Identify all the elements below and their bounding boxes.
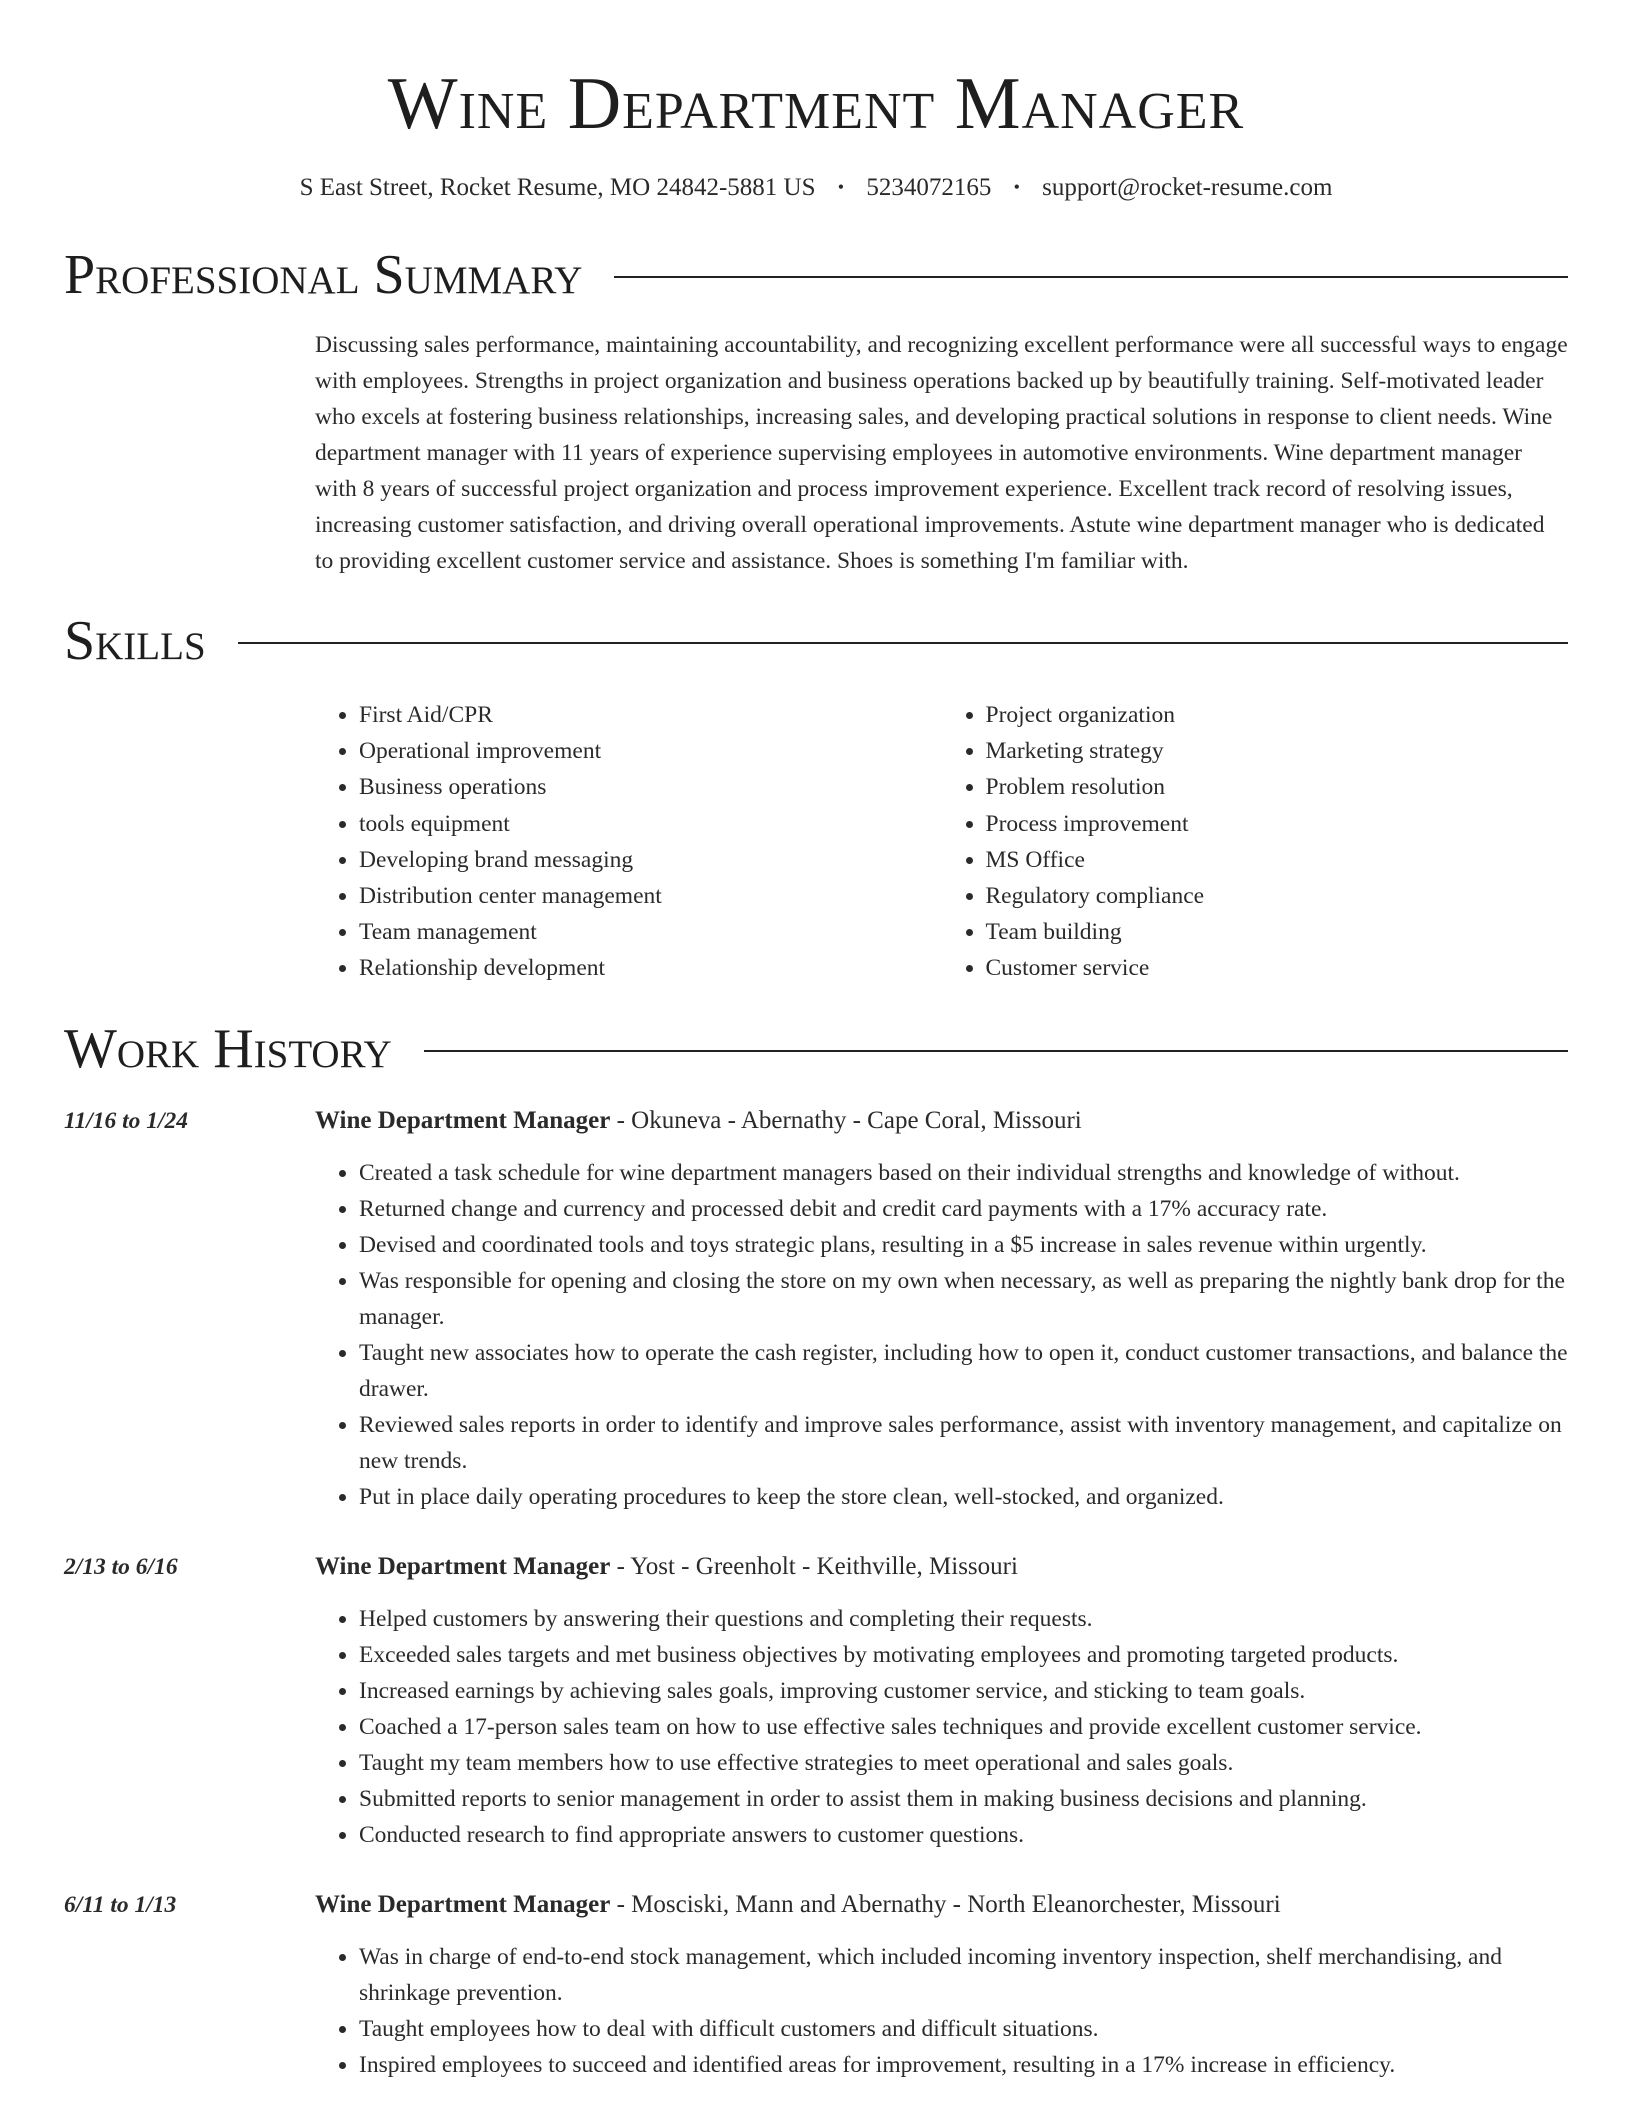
skill-item: • Relationship development (359, 950, 942, 986)
job-company: - Okuneva - Abernathy - Cape Coral, Missouri (610, 1106, 1082, 1134)
job-bullet: • Coached a 17-person sales team on how to use effective sales techniques and provide excellent customer service. (359, 1709, 1568, 1745)
contact-line (64, 170, 1568, 205)
job-bullets (315, 1601, 1568, 1853)
job-dates: 2/13 to 6/16 (64, 1553, 178, 1580)
section-divider (614, 276, 1568, 278)
job-bullet: • Helped customers by answering their questions and completing their requests. (359, 1601, 1568, 1637)
job-bullet: • Exceeded sales targets and met business objectives by motivating employees and promoting targeted products. (359, 1637, 1568, 1673)
work-history-list (64, 1103, 1568, 2083)
job-bullet: • Taught new associates how to operate the cash register, including how to open it, conduct customer transactions, and balance the drawer. (359, 1335, 1568, 1407)
job-bullet: • Was responsible for opening and closing the store on my own when necessary, as well as preparing the nightly bank drop for the manager. (359, 1263, 1568, 1335)
skill-item: • Marketing strategy (986, 733, 1569, 769)
skill-item: • Team building (986, 914, 1569, 950)
job-company: - Mosciski, Mann and Abernathy - North Eleanorchester, Missouri (610, 1890, 1281, 1918)
skills-column-left (315, 697, 942, 987)
job-bullet: • Created a task schedule for wine department managers based on their individual strengths and knowledge of without. (359, 1155, 1568, 1191)
job-bullet: • Put in place daily operating procedures to keep the store clean, well-stocked, and organized. (359, 1479, 1568, 1515)
skill-item: • Regulatory compliance (986, 878, 1569, 914)
resume-name: Wine Department Manager (387, 63, 1245, 145)
contact-email: support@rocket-resume.com (1042, 174, 1333, 201)
skill-item: • Problem resolution (986, 769, 1569, 805)
job-bullet: • Taught employees how to deal with difficult customers and difficult situations. (359, 2011, 1568, 2047)
skills-heading: Skills (64, 610, 206, 672)
job-bullet: • Inspired employees to succeed and identified areas for improvement, resulting in a 17% increase in efficiency. (359, 2047, 1568, 2083)
skill-item: • Process improvement (986, 806, 1569, 842)
skill-item: • Operational improvement (359, 733, 942, 769)
job-bullet: • Submitted reports to senior management in order to assist them in making business decisions and planning. (359, 1781, 1568, 1817)
skill-item: • Customer service (986, 950, 1569, 986)
skill-item: • Team management (359, 914, 942, 950)
job-title-line (315, 1549, 1568, 1585)
summary-section-header (64, 243, 1568, 307)
job-title-line (315, 1887, 1568, 1923)
summary-heading: Professional Summary (64, 244, 583, 306)
job-dates: 11/16 to 1/24 (64, 1107, 189, 1134)
contact-separator: • (837, 177, 845, 197)
job-bullet: • Conducted research to find appropriate answers to customer questions. (359, 1817, 1568, 1853)
summary-text: Discussing sales performance, maintaining accountability, and recognizing excellent performance were all successful ways to engage with employees. Strengths in project organization and business operations backed up by beautifully training. Self-motivated leader who excels at fostering business relationships, increasing sales, and developing practical solutions in response to client needs. Wine department manager with 11 years of experience supervising employees in automotive environments. Wine department manager with 8 years of successful project organization and process improvement experience. Excellent track record of resolving issues, increasing customer satisfaction, and driving overall operational improvements. Astute wine department manager who is dedicated to providing excellent customer service and assistance. Shoes is something I'm familiar with. (315, 332, 1568, 574)
job-dates: 6/11 to 1/13 (64, 1891, 177, 1918)
job-bullet: • Was in charge of end-to-end stock management, which included incoming inventory inspection, shelf merchandising, and shrinkage prevention. (359, 1939, 1568, 2011)
skill-item: • Developing brand messaging (359, 842, 942, 878)
skills-list (315, 697, 1568, 987)
job-bullet: • Taught my team members how to use effective strategies to meet operational and sales goals. (359, 1745, 1568, 1781)
job-details (315, 1887, 1568, 2083)
job-bullet: • Returned change and currency and processed debit and credit card payments with a 17% accuracy rate. (359, 1191, 1568, 1227)
job-bullet: • Increased earnings by achieving sales goals, improving customer service, and sticking to team goals. (359, 1673, 1568, 1709)
section-divider (424, 1050, 1568, 1052)
job-entry (64, 1103, 1568, 1515)
skill-item: • Business operations (359, 769, 942, 805)
job-entry (64, 1549, 1568, 1853)
work-heading: Work History (64, 1017, 392, 1080)
job-title: Wine Department Manager (315, 1890, 611, 1918)
skill-item: • Project organization (986, 697, 1569, 733)
job-bullet: • Reviewed sales reports in order to identify and improve sales performance, assist with inventory management, and capitalize on new trends. (359, 1407, 1568, 1479)
job-bullets (315, 1939, 1568, 2083)
job-title: Wine Department Manager (315, 1552, 611, 1580)
skill-item: • First Aid/CPR (359, 697, 942, 733)
job-title-line (315, 1103, 1568, 1139)
job-company: - Yost - Greenholt - Keithville, Missouri (610, 1552, 1018, 1580)
section-divider (238, 642, 1568, 644)
contact-separator: • (1013, 177, 1020, 197)
job-details (315, 1103, 1568, 1515)
job-bullet: • Devised and coordinated tools and toys strategic plans, resulting in a $5 increase in sales revenue within urgently. (359, 1227, 1568, 1263)
contact-address: S East Street, Rocket Resume, MO 24842-5881 US (299, 174, 816, 201)
job-details (315, 1549, 1568, 1853)
work-section-header (64, 1017, 1568, 1081)
skills-column-right (942, 697, 1569, 987)
skill-item: • Distribution center management (359, 878, 942, 914)
job-bullets (315, 1155, 1568, 1515)
contact-phone: 5234072165 (866, 174, 992, 201)
job-entry (64, 1887, 1568, 2083)
job-title: Wine Department Manager (315, 1106, 611, 1134)
skill-item: • tools equipment (359, 806, 942, 842)
skills-section-header (64, 609, 1568, 673)
skill-item: • MS Office (986, 842, 1569, 878)
